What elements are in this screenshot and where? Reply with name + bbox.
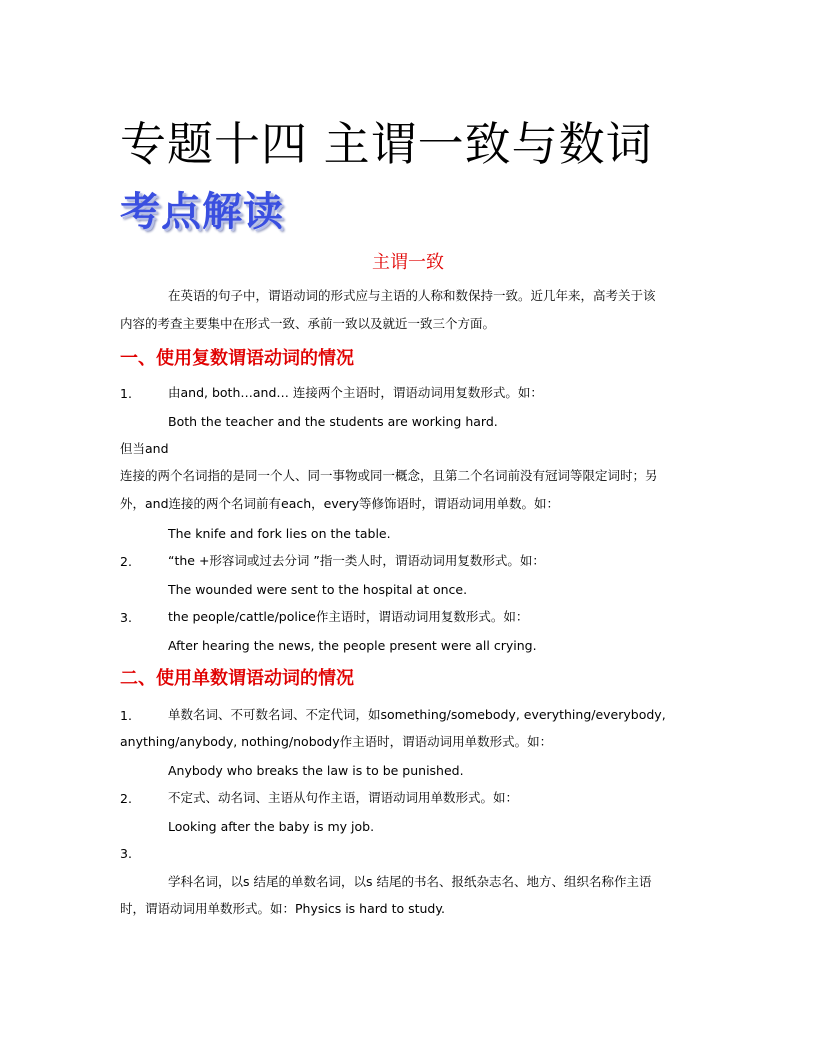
list-item-text: 不定式、动名词、主语从句作主语，谓语动词用单数形式。如： <box>168 790 519 805</box>
section-heading: 主谓一致 <box>372 252 444 273</box>
note-line: 外，and连接的两个名词前有each，every等修饰语时，谓语动词用单数。如： <box>120 496 559 511</box>
example-sentence: Both the teacher and the students are working hard. <box>168 414 498 429</box>
example-sentence: Looking after the baby is my job. <box>168 819 375 834</box>
example-sentence: Anybody who breaks the law is to be punished. <box>168 763 464 778</box>
list-item-text: 时，谓语动词用单数形式。如：Physics is hard to study. <box>120 901 445 916</box>
list-item-text: “the +形容词或过去分词 ”指一类人时，谓语动词用复数形式。如： <box>168 553 545 568</box>
page-title: 专题十四 主谓一致与数词 <box>120 117 653 171</box>
banner-title: 考点解读 <box>120 189 284 235</box>
list-item-text: anything/anybody, nothing/nobody作主语时，谓语动词用单数形式。如： <box>120 734 553 749</box>
intro-line: 在英语的句子中，谓语动词的形式应与主语的人称和数保持一致。近几年来，高考关于该 <box>168 288 656 303</box>
list-number: 1. <box>120 708 132 723</box>
list-item-text: the people/cattle/police作主语时，谓语动词用复数形式。如： <box>168 609 529 624</box>
example-sentence: The wounded were sent to the hospital at once. <box>168 582 468 597</box>
list-number: 3. <box>120 846 132 861</box>
intro-line: 内容的考查主要集中在形式一致、承前一致以及就近一致三个方面。 <box>120 316 496 331</box>
list-number: 3. <box>120 610 132 625</box>
example-sentence: After hearing the news, the people present were all crying. <box>168 638 537 653</box>
list-item-text: 学科名词，以s 结尾的单数名词，以s 结尾的书名、报纸杂志名、地方、组织名称作主语 <box>168 874 652 889</box>
list-item-text: 由and, both…and… 连接两个主语时，谓语动词用复数形式。如： <box>168 385 543 400</box>
note-line: 但当and <box>120 441 169 456</box>
list-number: 1. <box>120 386 132 401</box>
note-line: 连接的两个名词指的是同一个人、同一事物或同一概念，且第二个名词前没有冠词等限定词时；另 <box>120 468 658 483</box>
list-item-text: 单数名词、不可数名词、不定代词，如something/somebody, everything/everybody, <box>168 707 666 722</box>
list-number: 2. <box>120 554 132 569</box>
part2-heading: 二、使用单数谓语动词的情况 <box>120 668 354 689</box>
part1-heading: 一、使用复数谓语动词的情况 <box>120 348 354 369</box>
example-sentence: The knife and fork lies on the table. <box>168 526 391 541</box>
list-number: 2. <box>120 791 132 806</box>
